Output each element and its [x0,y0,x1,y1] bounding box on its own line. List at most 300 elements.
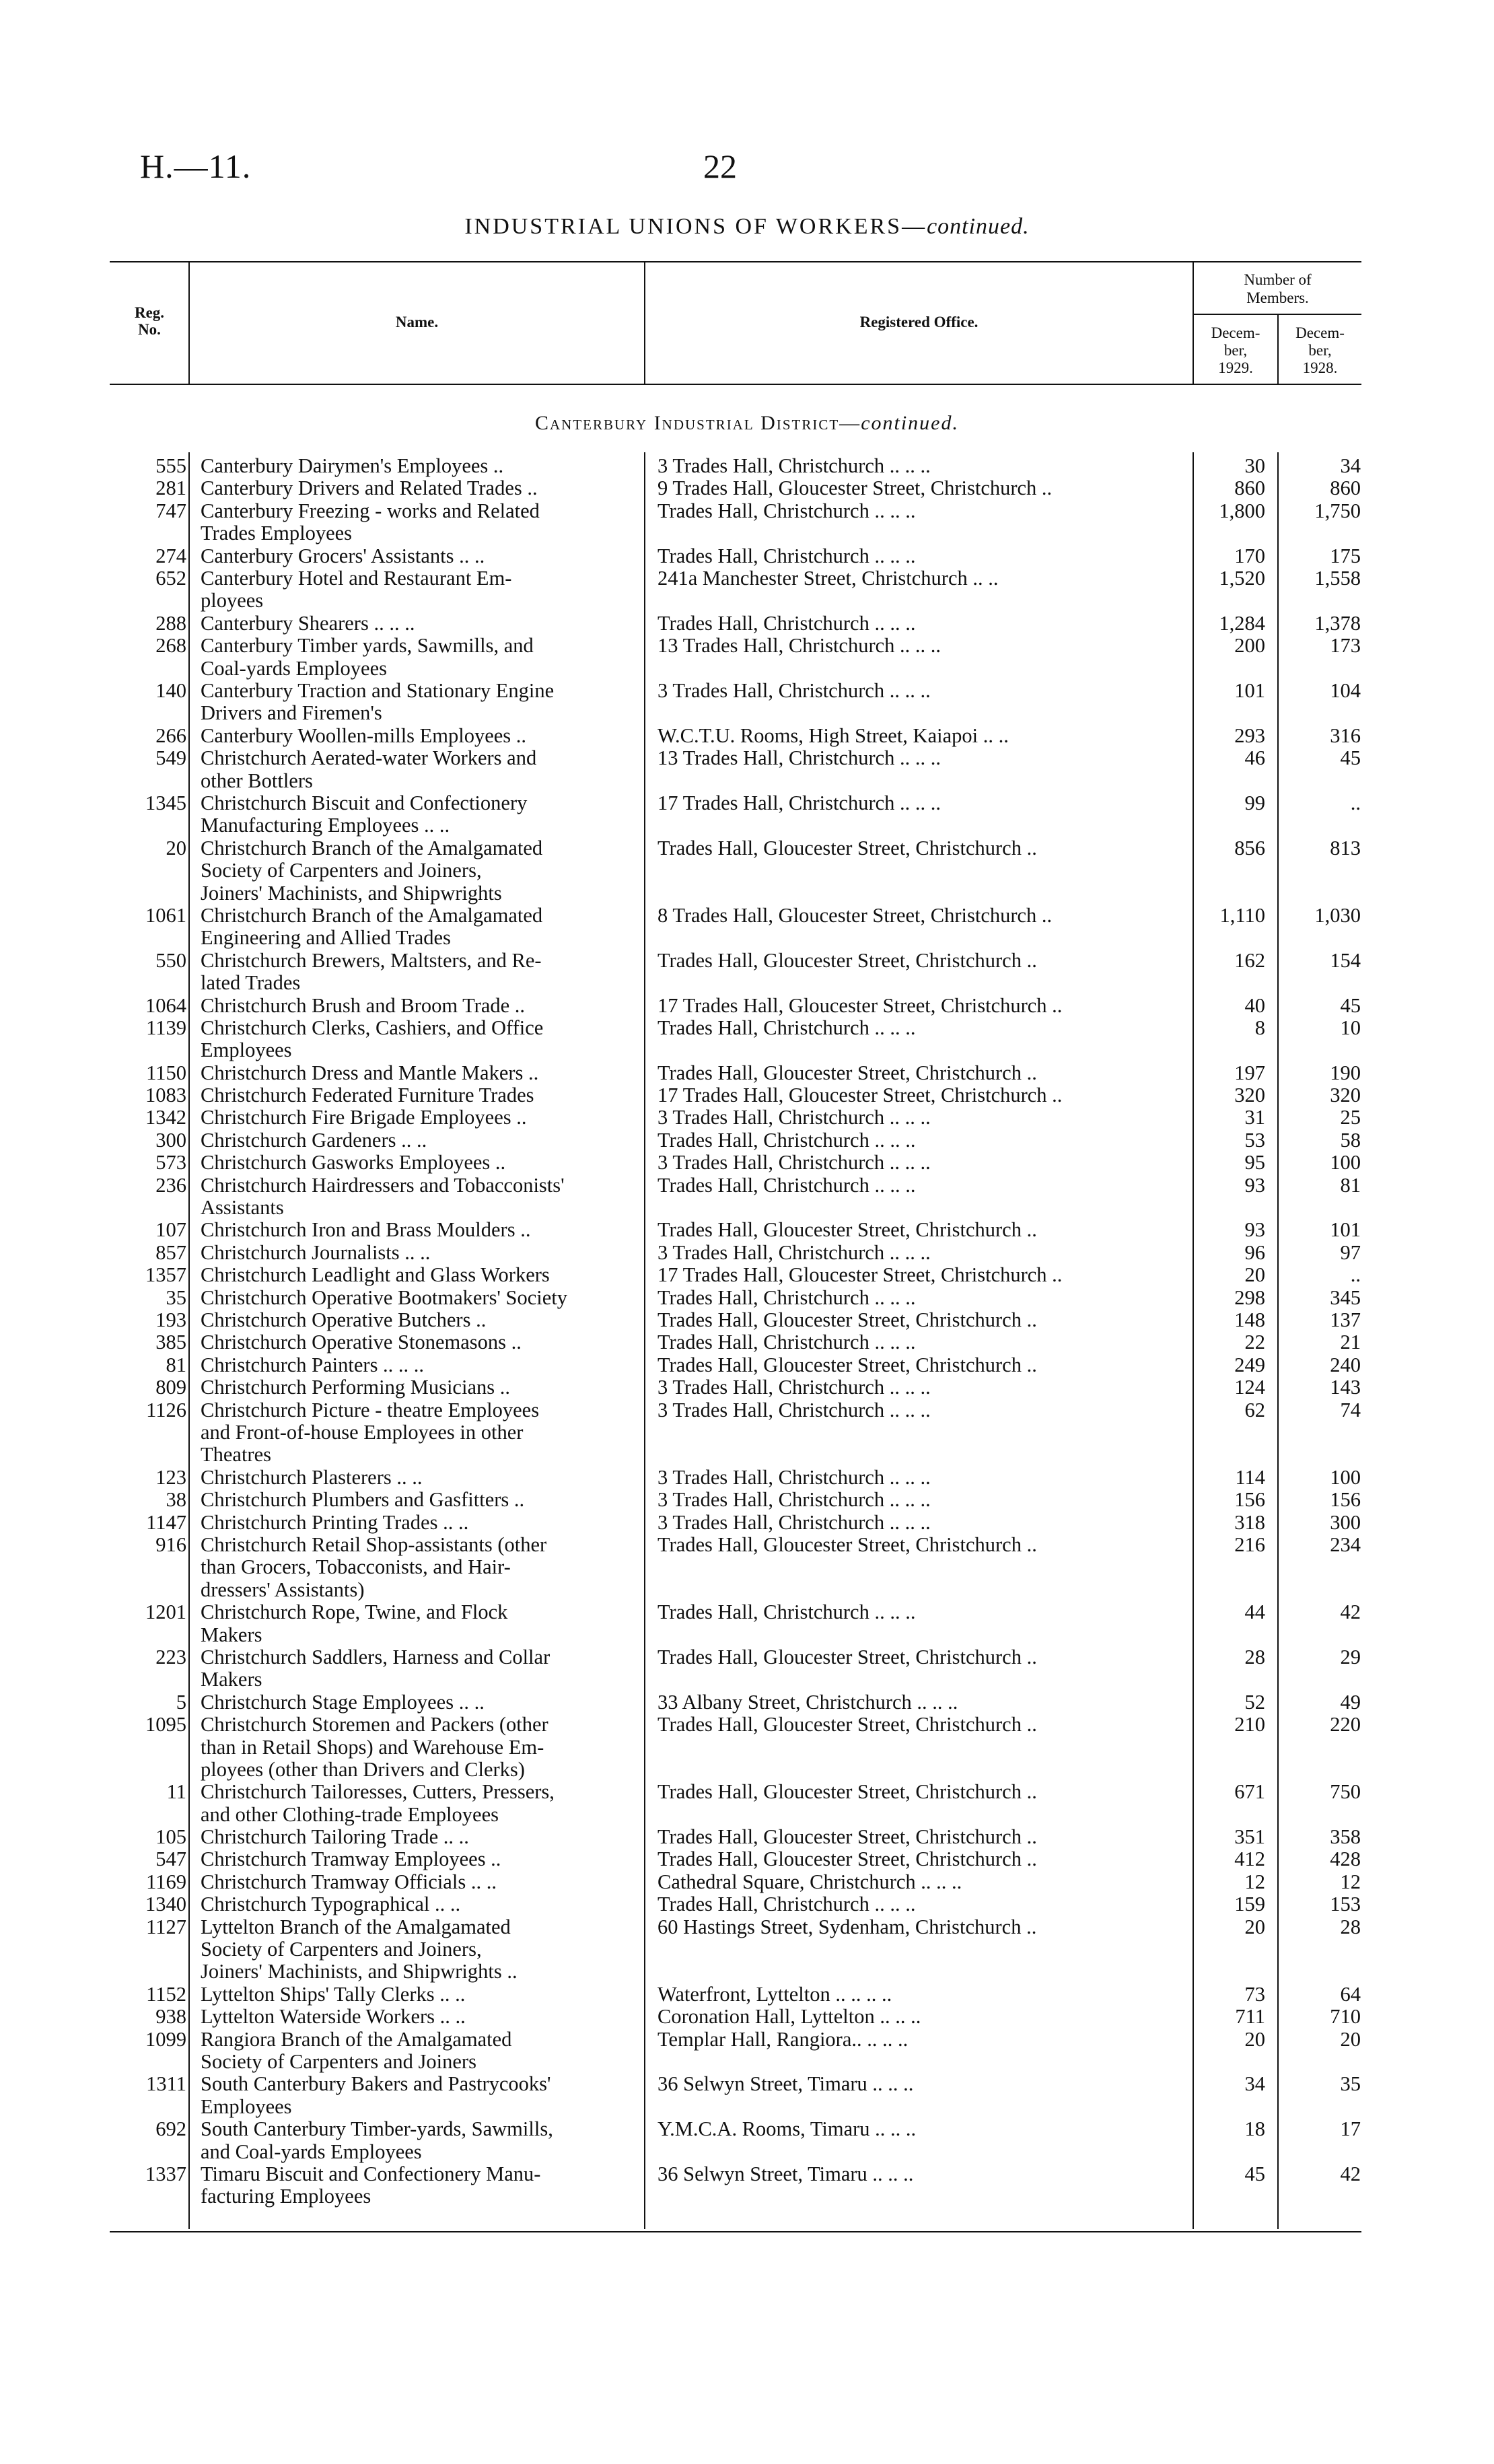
members-1929-cell: 197 [1234,1061,1265,1084]
members-1928-cell: 175 [1330,544,1361,567]
registered-office-cell [657,612,1142,635]
union-name-line: Christchurch Gardeners .. .. [201,1128,427,1152]
registered-office-line: Trades Hall, Christchurch .. .. .. [657,499,916,522]
members-1929-cell: 148 [1234,1308,1265,1332]
reg-no-cell: 1152 [146,1982,186,2006]
members-1929-cell: 20 [1244,1915,1265,1938]
registered-office-line: 3 Trades Hall, Christchurch .. .. .. [657,1240,931,1264]
union-name-cell [201,1601,633,1646]
union-name-line: Christchurch Branch of the Amalgamated [201,836,543,859]
union-name-line: facturing Employees [201,2185,371,2208]
union-name-line: and other Clothing-trade Employees [201,1802,499,1826]
union-name-line: Lyttelton Waterside Workers .. .. [201,2005,466,2029]
union-name-line: Lyttelton Ships' Tally Clerks .. .. [201,1982,466,2006]
registered-office-line: 3 Trades Hall, Christchurch .. .. .. [657,678,931,702]
registered-office-cell [657,1691,1142,1714]
union-name-line: Christchurch Plasterers .. .. [201,1465,423,1489]
union-name-line: Drivers and Firemen's [201,701,382,725]
registered-office-line: Trades Hall, Gloucester Street, Christchurch .. [657,1533,1037,1556]
header-registered-office: Registered Office. [859,314,979,330]
members-1929-cell: 8 [1254,1016,1265,1039]
union-name-line: Joiners' Machinists, and Shipwrights .. [201,1960,518,1983]
table-top-rule [110,261,1361,262]
registered-office-cell [657,2073,1142,2095]
table-row [0,1714,1494,1781]
table-row [0,477,1494,499]
union-name-line: South Canterbury Timber-yards, Sawmills, [201,2117,553,2141]
table-row [0,837,1494,905]
union-name-line: Christchurch Tailoring Trade .. .. [201,1825,469,1849]
union-name-line: Rangiora Branch of the Amalgamated [201,2027,512,2051]
reg-no-cell: 5 [176,1690,186,1714]
reg-no-cell: 916 [155,1533,186,1556]
members-1929-cell: 671 [1234,1780,1265,1804]
registered-office-line: 17 Trades Hall, Gloucester Street, Christchurch .. [657,1263,1063,1287]
union-name-cell [201,612,633,635]
union-name-cell [201,1714,633,1781]
reg-no-cell: 1150 [146,1061,186,1084]
registered-office-line: 13 Trades Hall, Christchurch .. .. .. [657,634,941,658]
reg-no-cell: 281 [155,477,186,500]
union-name-cell [201,950,633,995]
members-1929-cell: 31 [1244,1106,1265,1129]
district-heading [0,412,1494,435]
registered-office-line: Trades Hall, Gloucester Street, Christchurch .. [657,836,1037,859]
members-1929-cell: 93 [1244,1173,1265,1197]
union-name-line: Theatres [201,1443,271,1467]
members-1928-cell: 74 [1340,1398,1361,1421]
reg-no-cell: 105 [155,1825,186,1849]
union-name-line: Assistants [201,1196,284,1220]
table-row [0,1152,1494,1174]
table-row [0,567,1494,612]
union-name-cell [201,1983,633,2006]
reg-no-cell: 1311 [146,2072,186,2096]
table-row [0,455,1494,477]
table-row [0,2073,1494,2118]
page-title-main: INDUSTRIAL UNIONS OF WORKERS— [464,214,927,239]
members-1929-cell: 1,520 [1219,566,1265,590]
registered-office-cell [657,1376,1142,1399]
union-name-cell [201,2006,633,2028]
registered-office-line: 36 Selwyn Street, Timaru .. .. .. [657,2162,914,2186]
union-name-cell [201,1916,633,1983]
members-1928-cell: 1,558 [1314,566,1361,590]
members-1928-cell: 29 [1340,1645,1361,1668]
union-name-line: Christchurch Painters .. .. .. [201,1353,425,1376]
members-1929-cell: 200 [1234,634,1265,658]
union-name-line: Makers [201,1623,262,1646]
union-name-cell [201,2118,633,2163]
header-dec28-line3: 1928. [1302,359,1338,376]
header-dec28-line1: Decem- [1295,324,1345,341]
table-row [0,1062,1494,1084]
members-1928-cell: 100 [1330,1465,1361,1489]
registered-office-cell [657,2118,1142,2140]
members-1929-cell: 159 [1234,1893,1265,1916]
union-name-line: Christchurch Aerated-water Workers and [201,746,537,770]
union-name-line: Christchurch Iron and Brass Moulders .. [201,1218,531,1242]
members-1928-cell: 12 [1340,1870,1361,1893]
reg-no-cell: 747 [155,499,186,522]
table-row [0,1376,1494,1399]
reg-no-cell: 274 [155,544,186,567]
registered-office-cell [657,2029,1142,2051]
registered-office-line: 3 Trades Hall, Christchurch .. .. .. [657,1465,931,1489]
registered-office-line: Coronation Hall, Lyttelton .. .. .. [657,2005,921,2029]
union-name-cell [201,792,633,837]
members-1929-cell: 293 [1234,724,1265,747]
members-1928-cell: 190 [1330,1061,1361,1084]
registered-office-cell [657,1467,1142,1489]
registered-office-cell [657,792,1142,814]
members-1929-cell: 101 [1234,678,1265,702]
union-name-line: South Canterbury Bakers and Pastrycooks' [201,2072,551,2096]
registered-office-cell [657,680,1142,702]
union-name-cell [201,1534,633,1601]
members-1929-cell: 216 [1234,1533,1265,1556]
header-members-line1: Number of [1244,271,1312,288]
members-1929-cell: 1,110 [1219,903,1265,927]
members-1928-cell: 750 [1330,1780,1361,1804]
members-1928-cell: 358 [1330,1825,1361,1849]
registered-office-cell [657,1848,1142,1870]
union-name-line: Christchurch Printing Trades .. .. [201,1510,469,1534]
district-name: Canterbury Industrial District— [535,412,861,434]
table-row [0,1084,1494,1106]
table-row [0,1174,1494,1220]
members-1928-cell: 316 [1330,724,1361,747]
table-row [0,612,1494,635]
registered-office-cell [657,1242,1142,1264]
union-name-line: Trades Employees [201,522,353,545]
members-1928-cell: .. [1350,1263,1361,1287]
registered-office-line: Trades Hall, Christchurch .. .. .. [657,544,916,567]
registered-office-cell [657,1287,1142,1309]
members-1928-cell: 860 [1330,477,1361,500]
reg-no-cell: 81 [166,1353,186,1376]
table-row [0,2118,1494,2163]
reg-no-cell: 1345 [145,791,186,814]
header-december-1929 [1194,324,1277,377]
registered-office-line: Trades Hall, Gloucester Street, Christchurch .. [657,1353,1037,1376]
members-1928-cell: 137 [1330,1308,1361,1332]
reg-no-cell: 1169 [146,1870,186,1893]
members-1928-cell: 345 [1330,1286,1361,1309]
table-row [0,1848,1494,1870]
union-name-cell [201,1781,633,1826]
header-reg-no [113,304,186,338]
union-name-line: than Grocers, Tobacconists, and Hair- [201,1555,511,1579]
registered-office-line: Templar Hall, Rangiora.. .. .. .. [657,2027,909,2051]
table-row [0,725,1494,747]
reg-no-cell: 123 [155,1465,186,1489]
union-name-line: Christchurch Performing Musicians .. [201,1376,510,1399]
registered-office-cell [657,1512,1142,1534]
table-row [0,545,1494,567]
table-row [0,1264,1494,1286]
members-1929-cell: 170 [1234,544,1265,567]
union-name-line: Society of Carpenters and Joiners [201,2050,476,2074]
union-name-cell [201,995,633,1017]
registered-office-line: Trades Hall, Christchurch .. .. .. [657,1893,916,1916]
reg-no-cell: 385 [155,1331,186,1354]
reg-no-cell: 550 [155,948,186,972]
union-name-cell [201,455,633,477]
union-name-cell [201,2163,633,2208]
union-name-line: Society of Carpenters and Joiners, [201,1938,482,1961]
registered-office-cell [657,1781,1142,1803]
union-name-cell [201,680,633,725]
union-name-cell [201,1129,633,1152]
members-1928-cell: 300 [1330,1510,1361,1534]
table-bottom-rule [110,2231,1361,2232]
header-number-of-members [1194,271,1361,307]
union-name-cell [201,1512,633,1534]
registered-office-line: 3 Trades Hall, Christchurch .. .. .. [657,1151,931,1174]
union-name-line: Christchurch Fire Brigade Employees .. [201,1106,527,1129]
registered-office-cell [657,1017,1142,1039]
union-name-cell [201,1848,633,1870]
members-1928-cell: 104 [1330,678,1361,702]
members-1928-cell: 81 [1340,1173,1361,1197]
registered-office-cell [657,500,1142,522]
union-name-line: Christchurch Dress and Mantle Makers .. [201,1061,539,1084]
union-name-cell [201,905,633,950]
table-row [0,905,1494,950]
members-1928-cell: 234 [1330,1533,1361,1556]
registered-office-line: 3 Trades Hall, Christchurch .. .. .. [657,1488,931,1512]
table-row [0,1512,1494,1534]
reg-no-cell: 652 [155,566,186,590]
table-row [0,2006,1494,2028]
union-name-cell [201,567,633,612]
registered-office-line: Waterfront, Lyttelton .. .. .. .. [657,1982,892,2006]
members-1928-cell: 49 [1340,1690,1361,1714]
reg-no-cell: 300 [155,1128,186,1152]
registered-office-line: 241a Manchester Street, Christchurch .. .. [657,566,999,590]
members-1929-cell: 12 [1244,1870,1265,1893]
registered-office-line: 3 Trades Hall, Christchurch .. .. .. [657,1376,931,1399]
members-1929-cell: 99 [1244,791,1265,814]
union-name-line: Christchurch Retail Shop-assistants (other [201,1533,547,1556]
registered-office-cell [657,1264,1142,1286]
reg-no-cell: 38 [166,1488,186,1512]
table-row [0,1129,1494,1152]
members-1929-cell: 412 [1234,1847,1265,1871]
registered-office-cell [657,950,1142,972]
registered-office-line: Trades Hall, Gloucester Street, Christchurch .. [657,1218,1037,1242]
union-name-line: and Front-of-house Employees in other [201,1420,524,1444]
reg-no-cell: 1099 [145,2027,186,2051]
union-name-line: Christchurch Plumbers and Gasfitters .. [201,1488,525,1512]
table-row [0,1106,1494,1129]
reg-no-cell: 549 [155,746,186,770]
members-1929-cell: 249 [1234,1353,1265,1376]
header-reg-line1: Reg. [134,304,165,321]
members-1928-cell: 320 [1330,1084,1361,1107]
union-name-line: Canterbury Dairymen's Employees .. [201,454,504,477]
union-name-line: Canterbury Hotel and Restaurant Em- [201,566,512,590]
union-name-line: Makers [201,1668,262,1691]
members-1928-cell: 710 [1330,2005,1361,2029]
reg-no-cell: 692 [155,2117,186,2141]
union-name-line: Manufacturing Employees .. .. [201,814,450,837]
members-1928-cell: 10 [1340,1016,1361,1039]
union-name-line: Timaru Biscuit and Confectionery Manu- [201,2162,541,2186]
union-name-cell [201,725,633,747]
registered-office-line: 60 Hastings Street, Sydenham, Christchurch .. [657,1915,1037,1938]
members-1928-cell: 240 [1330,1353,1361,1376]
union-name-line: Christchurch Tramway Employees .. [201,1847,501,1871]
registered-office-cell [657,1152,1142,1174]
table-row [0,747,1494,792]
union-name-line: ployees (other than Drivers and Clerks) [201,1757,525,1781]
union-name-line: dressers' Assistants) [201,1578,365,1601]
members-1928-cell: 220 [1330,1713,1361,1736]
members-1929-cell: 93 [1244,1218,1265,1242]
reg-no-cell: 288 [155,611,186,635]
union-name-cell [201,1331,633,1353]
union-name-cell [201,1264,633,1286]
members-1929-cell: 95 [1244,1151,1265,1174]
registered-office-line: Trades Hall, Christchurch .. .. .. [657,1331,916,1354]
reg-no-cell: 268 [155,634,186,658]
table-row [0,1983,1494,2006]
union-name-line: and Coal-yards Employees [201,2140,422,2163]
union-name-line: Christchurch Operative Stonemasons .. [201,1331,522,1354]
reg-no-cell: 193 [155,1308,186,1332]
registered-office-line: Y.M.C.A. Rooms, Timaru .. .. .. [657,2117,917,2141]
members-1929-cell: 318 [1234,1510,1265,1534]
union-name-cell [201,1871,633,1893]
registered-office-line: 3 Trades Hall, Christchurch .. .. .. [657,1398,931,1421]
union-name-line: Christchurch Picture - theatre Employees [201,1398,540,1421]
members-1928-cell: 143 [1330,1376,1361,1399]
reg-no-cell: 140 [155,678,186,702]
header-dec29-line3: 1929. [1218,359,1253,376]
members-1929-cell: 18 [1244,2117,1265,2141]
registered-office-line: Trades Hall, Gloucester Street, Christchurch .. [657,1847,1037,1871]
page-title [0,214,1494,240]
members-1929-cell: 53 [1244,1128,1265,1152]
table-row [0,2029,1494,2074]
members-1929-cell: 20 [1244,2027,1265,2051]
registered-office-cell [657,1219,1142,1241]
union-name-cell [201,747,633,792]
district-continued: continued. [861,412,959,434]
page-title-continued: continued. [927,214,1030,239]
page-number: 22 [703,147,737,185]
union-name-cell [201,1219,633,1241]
union-name-cell [201,1691,633,1714]
registered-office-cell [657,1084,1142,1106]
reg-no-cell: 20 [166,836,186,859]
union-name-cell [201,635,633,680]
registered-office-cell [657,1354,1142,1376]
registered-office-line: Trades Hall, Christchurch .. .. .. [657,611,916,635]
reg-no-cell: 547 [155,1847,186,1871]
members-1929-cell: 73 [1244,1982,1265,2006]
registered-office-line: 8 Trades Hall, Gloucester Street, Christchurch .. [657,903,1053,927]
table-row [0,995,1494,1017]
registered-office-cell [657,635,1142,657]
header-reg-line2: No. [138,321,161,338]
union-name-line: Christchurch Clerks, Cashiers, and Office [201,1016,544,1039]
union-name-cell [201,1017,633,1062]
union-name-line: Christchurch Typographical .. .. [201,1893,461,1916]
union-name-cell [201,1376,633,1399]
registered-office-cell [657,747,1142,769]
members-1929-cell: 711 [1235,2005,1265,2029]
table-row [0,1534,1494,1601]
members-1928-cell: 153 [1330,1893,1361,1916]
union-name-line: Coal-yards Employees [201,656,387,680]
members-1928-cell: 64 [1340,1982,1361,2006]
union-name-cell [201,1287,633,1309]
registered-office-cell [657,837,1142,859]
members-1928-cell: 173 [1330,634,1361,658]
union-name-cell [201,1354,633,1376]
registered-office-cell [657,1601,1142,1623]
registered-office-cell [657,567,1142,590]
table-row [0,1646,1494,1691]
union-name-line: Christchurch Branch of the Amalgamated [201,903,543,927]
reg-no-cell: 236 [155,1173,186,1197]
registered-office-line: W.C.T.U. Rooms, High Street, Kaiapoi .. .. [657,724,1009,747]
registered-office-cell [657,1399,1142,1421]
registered-office-line: 36 Selwyn Street, Timaru .. .. .. [657,2072,914,2096]
members-1929-cell: 20 [1244,1263,1265,1287]
reg-no-cell: 555 [155,454,186,477]
registered-office-line: Trades Hall, Gloucester Street, Christchurch .. [657,1061,1037,1084]
union-name-cell [201,837,633,905]
members-1928-cell: 100 [1330,1151,1361,1174]
registered-office-line: Trades Hall, Christchurch .. .. .. [657,1173,916,1197]
reg-no-cell: 1064 [145,993,186,1017]
table-row [0,1331,1494,1353]
table-row [0,1467,1494,1489]
union-name-line: Christchurch Storemen and Packers (other [201,1713,548,1736]
table-row [0,1399,1494,1467]
union-name-line: Christchurch Brewers, Maltsters, and Re- [201,948,542,972]
reg-no-cell: 809 [155,1376,186,1399]
registered-office-line: 3 Trades Hall, Christchurch .. .. .. [657,1510,931,1534]
registered-office-cell [657,1916,1142,1938]
members-1929-cell: 45 [1244,2162,1265,2186]
reg-no-cell: 223 [155,1645,186,1668]
registered-office-line: 3 Trades Hall, Christchurch .. .. .. [657,454,931,477]
table-row [0,1287,1494,1309]
members-1928-cell: 154 [1330,948,1361,972]
union-name-line: Engineering and Allied Trades [201,926,451,950]
union-name-cell [201,1893,633,1915]
table-row [0,1242,1494,1264]
members-1928-cell: 428 [1330,1847,1361,1871]
reg-no-cell: 1095 [145,1713,186,1736]
registered-office-cell [657,1983,1142,2006]
union-name-line: Christchurch Journalists .. .. [201,1240,431,1264]
union-name-line: Canterbury Freezing - works and Related [201,499,540,522]
reg-no-cell: 1126 [146,1398,186,1421]
members-1929-cell: 860 [1234,477,1265,500]
members-1929-cell: 46 [1244,746,1265,770]
reg-no-cell: 11 [166,1780,186,1804]
table-row [0,1691,1494,1714]
registered-office-line: 3 Trades Hall, Christchurch .. .. .. [657,1106,931,1129]
reg-no-cell: 1357 [145,1263,186,1287]
members-1929-cell: 40 [1244,993,1265,1017]
